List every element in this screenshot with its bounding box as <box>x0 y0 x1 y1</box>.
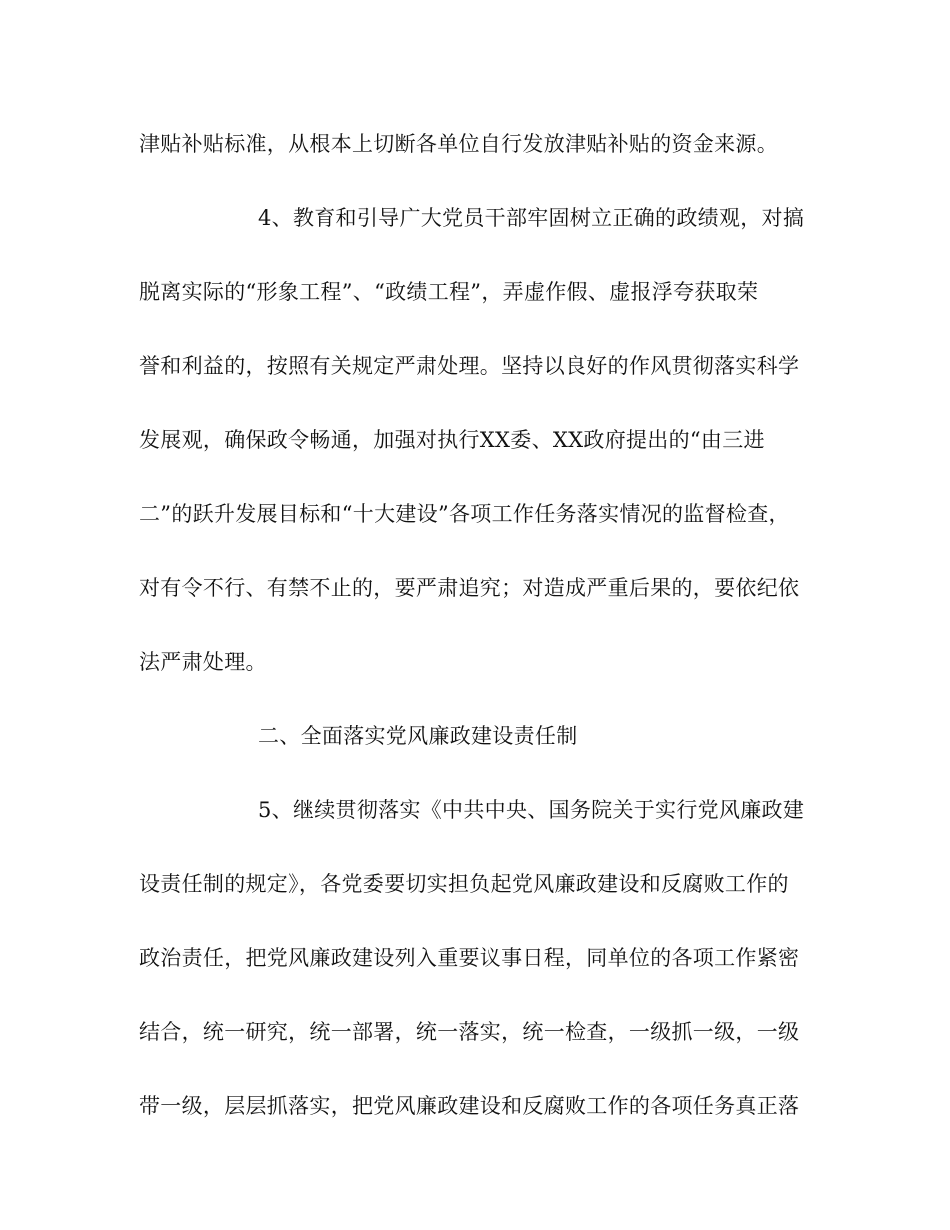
paragraph-5-start: 5、继续贯彻落实《中共中央、国务院关于实行党风廉政建 <box>258 798 805 822</box>
text-line: 政治责任，把党风廉政建设列入重要议事日程，同单位的各项工作紧密 <box>139 946 800 970</box>
text-line: 二”的跃升发展目标和“十大建设”各项工作任务落实情况的监督检查， <box>139 502 790 526</box>
text-line: 法严肃处理。 <box>139 650 267 674</box>
text-line: 津贴补贴标准，从根本上切断各单位自行发放津贴补贴的资金来源。 <box>139 132 778 156</box>
text-line: 带一级，层层抓落实，把党风廉政建设和反腐败工作的各项任务真正落 <box>139 1094 800 1118</box>
text-line: 设责任制的规定》，各党委要切实担负起党风廉政建设和反腐败工作的 <box>139 872 789 896</box>
text-line: 结合，统一研究，统一部署，统一落实，统一检查，一级抓一级，一级 <box>139 1020 800 1044</box>
paragraph-4-start: 4、教育和引导广大党员干部牢固树立正确的政绩观，对搞 <box>258 206 805 230</box>
text-line: 誉和利益的，按照有关规定严肃处理。坚持以良好的作风贯彻落实科学 <box>139 354 800 378</box>
section-heading: 二、全面落实党风廉政建设责任制 <box>258 724 578 748</box>
text-line: 对有令不行、有禁不止的，要严肃追究；对造成严重后果的，要依纪依 <box>139 576 800 600</box>
text-line: 发展观，确保政令畅通，加强对执行XX委、XX政府提出的“由三进 <box>139 428 765 452</box>
text-line: 脱离实际的“形象工程”、“政绩工程”，弄虚作假、虚报浮夸获取荣 <box>139 280 759 304</box>
